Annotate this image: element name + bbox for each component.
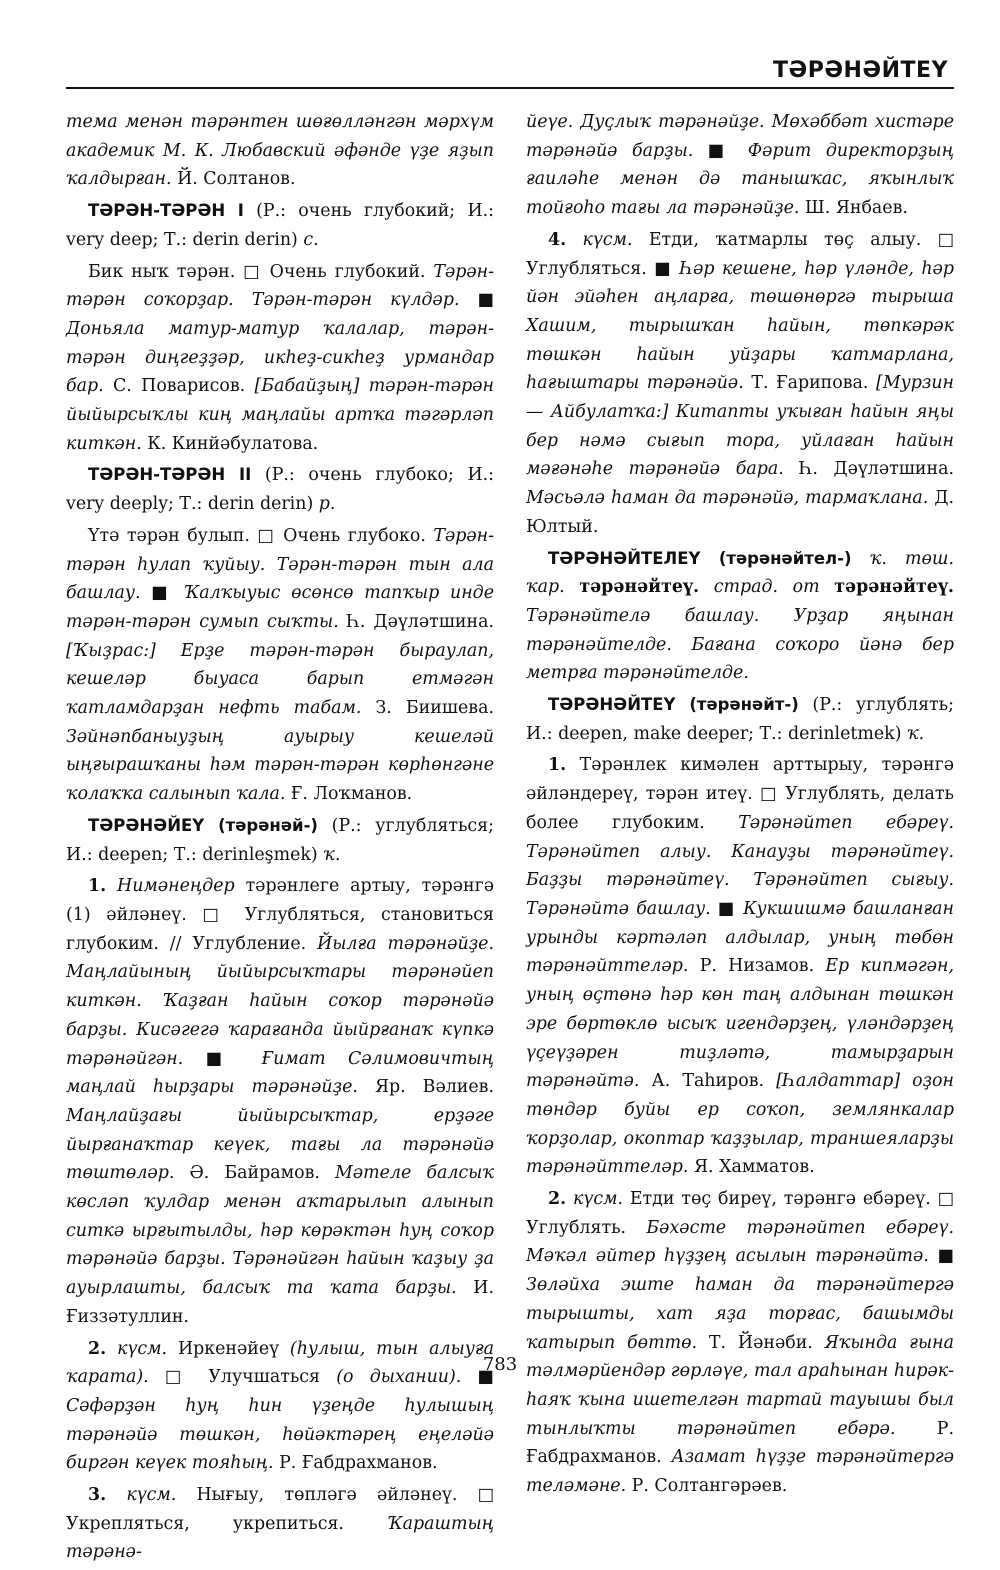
right-column bbox=[526, 108, 954, 1504]
dictionary-paragraph: 2. күсм. Иркенәйеү (һулыш, тын алыуға ҡарата). □ Улучшаться (о дыхании). ■ Сәфәрҙән һуң һин үҙеңде һулышың тәрәнәйә төшкән, һөйәктәрең еңеләйә биргән кеүек тояһың. Р. Ғабдрахманов. bbox=[66, 1338, 494, 1474]
dictionary-paragraph: тема менән тәрәнтен шөғөлләнгән мәрхүм академик М. К. Любавский әфәнде үҙе яҙып ҡалдырған. Й. Солтанов. bbox=[66, 112, 494, 190]
left-column bbox=[66, 108, 494, 1570]
dictionary-paragraph: 4. күсм. Етди, ҡатмарлы төҫ алыу. □ Углубляться. ■ Һәр кешене, һәр үләнде, һәр йән эйәһен аңларға, төшөнөргә тырыша Хашим, тырышҡан һайын, төпкәрәк төшкән һайын уйҙары ҡатмарлана, һағыштары тәрәнәйә. Т. Ғарипова. [Мурзин — Айбулатҡа:] Китапты уҡыған һайын яңы бер нәмә сығып тора, уйлаған һайын мәғәнәһе тәрәнәйә бара. Һ. Дәүләтшина. Мәсьәлә һаман да тәрәнәйә, тармаҡлана. Д. Юлтый. bbox=[526, 229, 955, 537]
dictionary-paragraph: Бик ныҡ тәрән. □ Очень глубокий. Тәрән-тәрән соҡорҙар. Тәрән-тәрән күлдәр. ■ Доньяла матур-матур ҡалалар, тәрән-тәрән диңгеҙҙәр, икһеҙ-сикһеҙ урмандар бар. С. Поварисов. [Бабайҙың] тәрән-тәрән йыйырсыҡлы киң маңлайы артҡа тәгәрләп киткән. К. Кинйәбулатова. bbox=[66, 261, 494, 454]
dictionary-paragraph: 1. Тәрәнлек кимәлен арттырыу, тәрәнгә әйләндереү, тәрән итеү. □ Углублять, делать более глубоким. Тәрәнәйтеп ебәреү. Тәрәнәйтеп алыу. Канауҙы тәрәнәйтеү. Баҙҙы тәрәнәйтеү. Тәрәнәйтеп сығыу. Тәрәнәйтә башлау. ■ Кукшишмә башланған урынды кәртәләп алдылар, уның төбөн тәрәнәйттеләр. Р. Низамов. Ер кипмәгән, уның өҫтөнә һәр көн таң алдынан төшкән эре бөртөклө ысыҡ игендәрҙең, үләндәрҙең үҫеүҙәрен тиҙләтә, тамырҙарын тәрәнәйтә. А. Таһиров. [Һалдаттар] оҙон төндәр буйы ер соҡоп, землянкалар ҡорҙолар, окоптар ҡаҙҙылар, траншеяларҙы тәрәнәйттеләр. Я. Хамматов. bbox=[526, 755, 954, 1178]
dictionary-paragraph: йеүе. Дуҫлыҡ тәрәнәйҙе. Мөхәббәт хистәре тәрәнәйә барҙы. ■ Фәрит директорҙың ғаиләһе менән дә танышҡас, яҡынлыҡ тойғоһо тағы ла тәрәнәйҙе. Ш. Янбаев. bbox=[526, 112, 954, 219]
dictionary-paragraph: 2. күсм. Етди төҫ биреү, тәрәнгә ебәреү. □ Углублять. Бәхәсте тәрәнәйтеп ебәреү. Мәҡәл әйтер һүҙҙең асылын тәрәнәйтә. ■ Зөләйха эште һаман да тәрәнәйтергә тырышты, хат яҙа торғас, башымды ҡатырып бөттө. Т. Йәнәби. Яҡында ғына тәлмәрйендәр гөрләүе, тал араһынан һирәк-һаяҡ ҡына ишетелгән тартай тауышы был тынлыҡты тәрәнәйтеп ебәрә. Р. Ғабдрахманов. Азамат һүҙҙе тәрәнәйтергә теләмәне. Р. Солтангәрәев. bbox=[526, 1189, 955, 1497]
running-head: ТӘРӘНӘЙТЕҮ bbox=[773, 58, 948, 83]
dictionary-paragraph: ТӘРӘН-ТӘРӘН I (Р.: очень глубокий; И.: very deep; Т.: derin derin) с. bbox=[66, 201, 494, 250]
page-number: 783 bbox=[482, 1354, 518, 1375]
dictionary-paragraph: ТӘРӘН-ТӘРӘН II (Р.: очень глубоко; И.: very deeply; Т.: derin derin) р. bbox=[66, 465, 494, 515]
dictionary-paragraph: ТӘРӘНӘЙТЕЛЕҮ (тәрәнәйтел-) ҡ. төш. ҡар. тәрәнәйтеү. страд. от тәрәнәйтеү. Тәрәнәйтелә башлау. Урҙар яңынан тәрәнәйтелде. Бағана соҡоро йәнә бер метрға тәрәнәйтелде. bbox=[526, 548, 955, 684]
dictionary-paragraph: Үтә тәрән булып. □ Очень глубоко. Тәрән-тәрән һулап ҡуйыу. Тәрән-тәрән тын ала башлау. ■ Ҡалҡыуыс өсөнсө тапҡыр инде тәрән-тәрән сумып сыҡты. Һ. Дәүләтшина. [Ҡыҙрас:] Ерҙе тәрән-тәрән быраулап, кешеләр быуаса барып етмәгән ҡатламдарҙан нефть табам. З. Биишева. Зәйнәпбаныуҙың ауырыу кешеләй ыңғырашҡаны һәм тәрән-тәрән көрһөнгәне ҡолаҡҡа салынып ҡала. Ғ. Лоҡманов. bbox=[66, 525, 494, 805]
dictionary-paragraph: ТӘРӘНӘЙТЕҮ (тәрәнәйт-) (Р.: углублять; И.: deepen, make deeper; Т.: derinletmek) ҡ. bbox=[526, 695, 954, 744]
dictionary-paragraph: 3. күсм. Нығыу, төпләгә әйләнеү. □ Укрепляться, укрепиться. Ҡараштың тәрәнә- bbox=[66, 1485, 495, 1563]
dictionary-paragraph: ТӘРӘНӘЙЕҮ (тәрәнәй-) (Р.: углубляться; И.: deepen; Т.: derinleşmek) ҡ. bbox=[66, 815, 494, 865]
dictionary-paragraph: 1. Нимәнеңдер тәрәнлеге артыу, тәрәнгә (1) әйләнеү. □ Углубляться, становиться глубоким. // Углубление. Йылға тәрәнәйҙе. Маңлайының йыйырсыҡтары тәрәнәйеп киткән. Ҡаҙған һайын соҡор тәрәнәйә барҙы. Кисәгегә ҡарағанда йыйрғанаҡ күпкә тәрәнәйгән. ■ Ғимат Сәлимовичтың маңлай һырҙары тәрәнәйҙе. Яр. Вәлиев. Маңлайҙағы йыйырсыҡтар, ерҙәге йырғанаҡтар кеүек, тағы ла тәрәнәйә төштөләр. Ә. Байрамов. Мәтеле балсыҡ көсләп ҡулдар менән аҡтарылып алынып ситкә ырғытылды, һәр көрәктән һуң соҡор тәрәнәйә барҙы. Тәрәнәйгән һайын ҡаҙыу ҙа ауырлашты, балсыҡ та ҡата барҙы. И. Ғиззәтуллин. bbox=[66, 876, 495, 1327]
header-rule bbox=[66, 87, 954, 89]
